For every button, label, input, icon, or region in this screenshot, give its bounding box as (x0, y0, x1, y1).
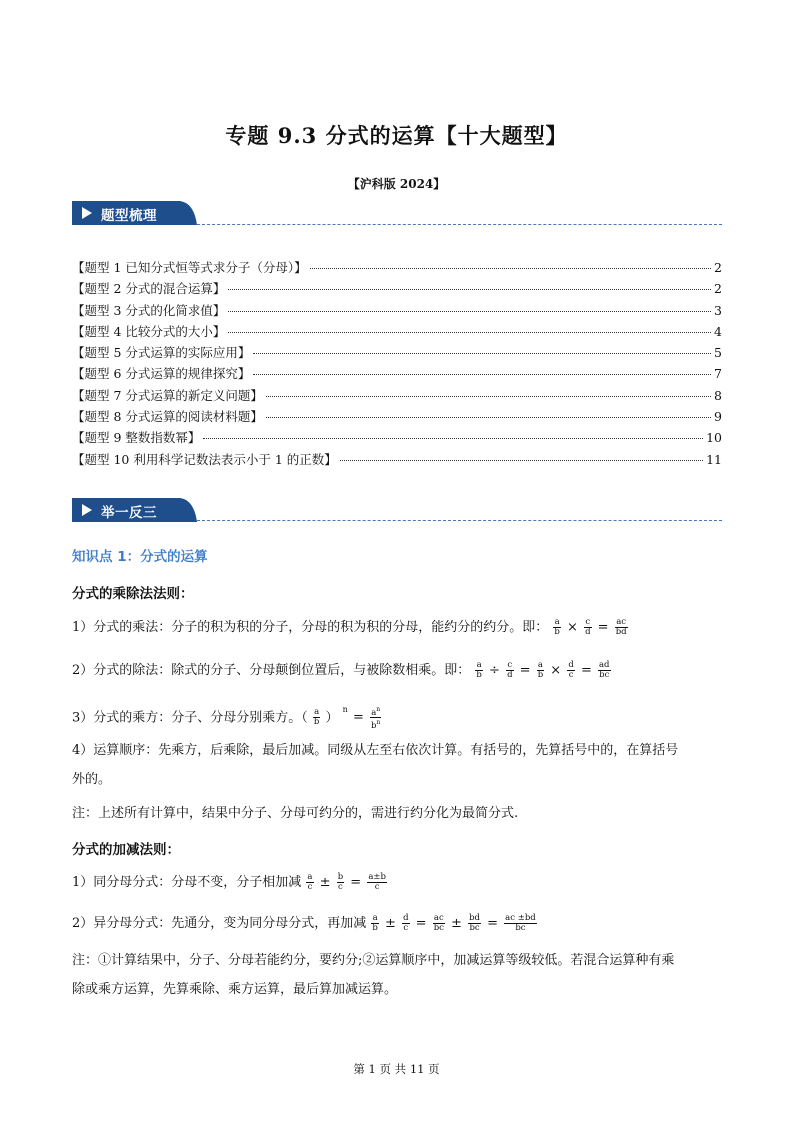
rule-multiplication (72, 613, 722, 642)
toc-leader-dots (266, 417, 711, 418)
play-icon (82, 207, 92, 219)
toc-item-page: 3 (714, 302, 722, 318)
toc-item[interactable] (72, 364, 722, 385)
toc-item-page: 5 (714, 345, 722, 361)
equals-sign: = (352, 710, 364, 726)
fraction: $\frac{ac \pm bd}{bc}$ (505, 913, 536, 933)
fraction: $\frac{d}{c}$ (568, 660, 574, 680)
toc-leader-dots (228, 289, 711, 290)
equals-sign: = (415, 916, 427, 931)
rule-same-denominator (72, 868, 722, 897)
toc-leader-dots (228, 332, 711, 333)
knowledge-point-heading: 知识点 1：分式的运算 (72, 549, 208, 565)
toc-leader-dots (253, 374, 711, 375)
toc-item-label: 【题型 3 分式的化简求值】 (72, 302, 226, 318)
fraction: $\frac{a}{b}$ (313, 707, 320, 728)
note-text: 注：①计算结果中，分子、分母若能约分，要约分;②运算顺序中，加减运算等级较低。若混合运算种有乘 (72, 953, 675, 968)
equals-sign: = (350, 875, 362, 890)
play-icon (82, 504, 92, 516)
divide-sign: ÷ (489, 663, 500, 678)
fraction: $\frac{ad}{bc}$ (598, 660, 610, 680)
toc-item-label: 【题型 4 比较分式的大小】 (72, 323, 226, 339)
page-footer: 第 1 页 共 11 页 (353, 1062, 440, 1076)
toc-leader-dots (266, 396, 711, 397)
fraction: $\frac{a}{b}$ (372, 913, 378, 933)
toc-item-page: 7 (714, 366, 722, 382)
toc-item-page: 10 (706, 430, 722, 446)
toc-item[interactable] (72, 258, 722, 279)
toc-item-label: 【题型 8 分式运算的阅读材料题】 (72, 409, 263, 425)
fraction: $\frac{a}{b}$ (537, 660, 544, 680)
exponent: n (342, 705, 348, 714)
toc-item-label: 【题型 7 分式运算的新定义问题】 (72, 387, 263, 403)
fraction: $\frac{b}{c}$ (337, 872, 344, 892)
dashed-divider (197, 520, 722, 521)
plus-minus-sign: ± (319, 875, 331, 890)
rule-text: 1）同分母分式：分母不变，分子相加减 (72, 875, 302, 890)
fraction: $\frac{a\pm b}{c}$ (368, 872, 386, 892)
toc-item[interactable] (72, 343, 722, 364)
fraction: $\frac{bd}{bc}$ (469, 913, 480, 933)
equals-sign: = (487, 916, 499, 931)
rule-text: 3）分式的乘方：分子、分母分别乘方。（ (72, 710, 308, 726)
times-sign: × (550, 663, 562, 678)
toc-item[interactable] (72, 301, 722, 322)
plus-minus-sign: ± (385, 916, 396, 931)
page-title: 专题 9.3 分式的运算【十大题型】 (225, 123, 568, 148)
fraction: $\frac{c}{d}$ (585, 617, 591, 637)
addsub-heading: 分式的加减法则： (72, 842, 180, 858)
edition-label: 【沪科版 2024】 (347, 177, 446, 191)
rule-power (72, 699, 722, 732)
section-label: 题型梳理 (101, 208, 157, 224)
plus-minus-sign: ± (451, 916, 462, 931)
fraction: $\frac{d}{c}$ (403, 913, 409, 933)
fraction: $\frac{a}{b}$ (476, 660, 482, 680)
equals-sign: = (597, 620, 609, 635)
rule-order (72, 736, 722, 794)
rule-text: 2）分式的除法：除式的分子、分母颠倒位置后，与被除数相乘。即： (72, 663, 471, 678)
section-banner-examples (72, 498, 197, 522)
fraction: $\frac{a^n}{b^n}$ (371, 705, 381, 732)
fraction: $\frac{ac}{bc}$ (433, 913, 444, 933)
toc-leader-dots (253, 353, 711, 354)
rule-text: 外的。 (72, 772, 112, 787)
toc-item-page: 4 (714, 323, 722, 339)
fraction: $\frac{a}{c}$ (307, 872, 313, 892)
note-addsub (72, 946, 722, 1004)
toc-item[interactable] (72, 386, 722, 407)
toc-leader-dots (228, 311, 711, 312)
rule-text: 1）分式的乘法：分子的积为积的分子，分母的积为积的分母，能约分的约分。即： (72, 620, 549, 635)
toc-item-label: 【题型 6 分式运算的规律探究】 (72, 366, 251, 382)
toc-item-page: 2 (714, 260, 722, 275)
paren-close: ） (325, 710, 339, 726)
section-banner-types (72, 201, 197, 225)
toc-item-label: 【题型 10 利用科学记数法表示小于 1 的正数】 (72, 451, 337, 467)
rule-division (72, 656, 722, 685)
toc-item-page: 2 (714, 281, 722, 297)
section-label: 举一反三 (101, 505, 157, 521)
toc-item[interactable] (72, 428, 722, 449)
times-sign: × (567, 620, 578, 635)
toc-item-page: 8 (714, 387, 722, 403)
muldiv-heading: 分式的乘除法法则： (72, 586, 194, 602)
toc-item[interactable] (72, 450, 722, 471)
rule-text: 2）异分母分式：先通分，变为同分母分式，再加减 (72, 916, 367, 931)
toc-item-page: 9 (714, 409, 722, 425)
toc-item-label: 【题型 5 分式运算的实际应用】 (72, 345, 251, 361)
toc-leader-dots (310, 268, 711, 269)
toc-leader-dots (340, 460, 703, 461)
table-of-contents (72, 258, 722, 471)
dashed-divider (197, 224, 722, 225)
toc-item[interactable] (72, 322, 722, 343)
toc-item[interactable] (72, 407, 722, 428)
toc-leader-dots (203, 438, 703, 439)
fraction: $\frac{a}{b}$ (554, 617, 560, 637)
equals-sign: = (580, 663, 592, 678)
note-text: 除或乘方运算，先算乘除、乘方运算，最后算加减运算。 (72, 982, 398, 997)
toc-item-label: 【题型 1 已知分式恒等式求分子（分母）】 (72, 260, 307, 275)
toc-item-page: 11 (706, 451, 722, 467)
equals-sign: = (519, 663, 531, 678)
toc-item-label: 【题型 2 分式的混合运算】 (72, 281, 226, 297)
toc-item-label: 【题型 9 整数指数幂】 (72, 430, 201, 446)
toc-item[interactable] (72, 279, 722, 300)
rule-text: 4）运算顺序：先乘方，后乘除，最后加减。同级从左至右依次计算。有括号的，先算括号中的，在算括号 (72, 743, 679, 758)
fraction: $\frac{ac}{bd}$ (615, 617, 627, 637)
note-muldiv: 注：上述所有计算中，结果中分子、分母可约分的，需进行约分化为最简分式. (72, 806, 519, 821)
fraction: $\frac{c}{d}$ (507, 660, 513, 680)
rule-different-denominator (72, 909, 722, 938)
